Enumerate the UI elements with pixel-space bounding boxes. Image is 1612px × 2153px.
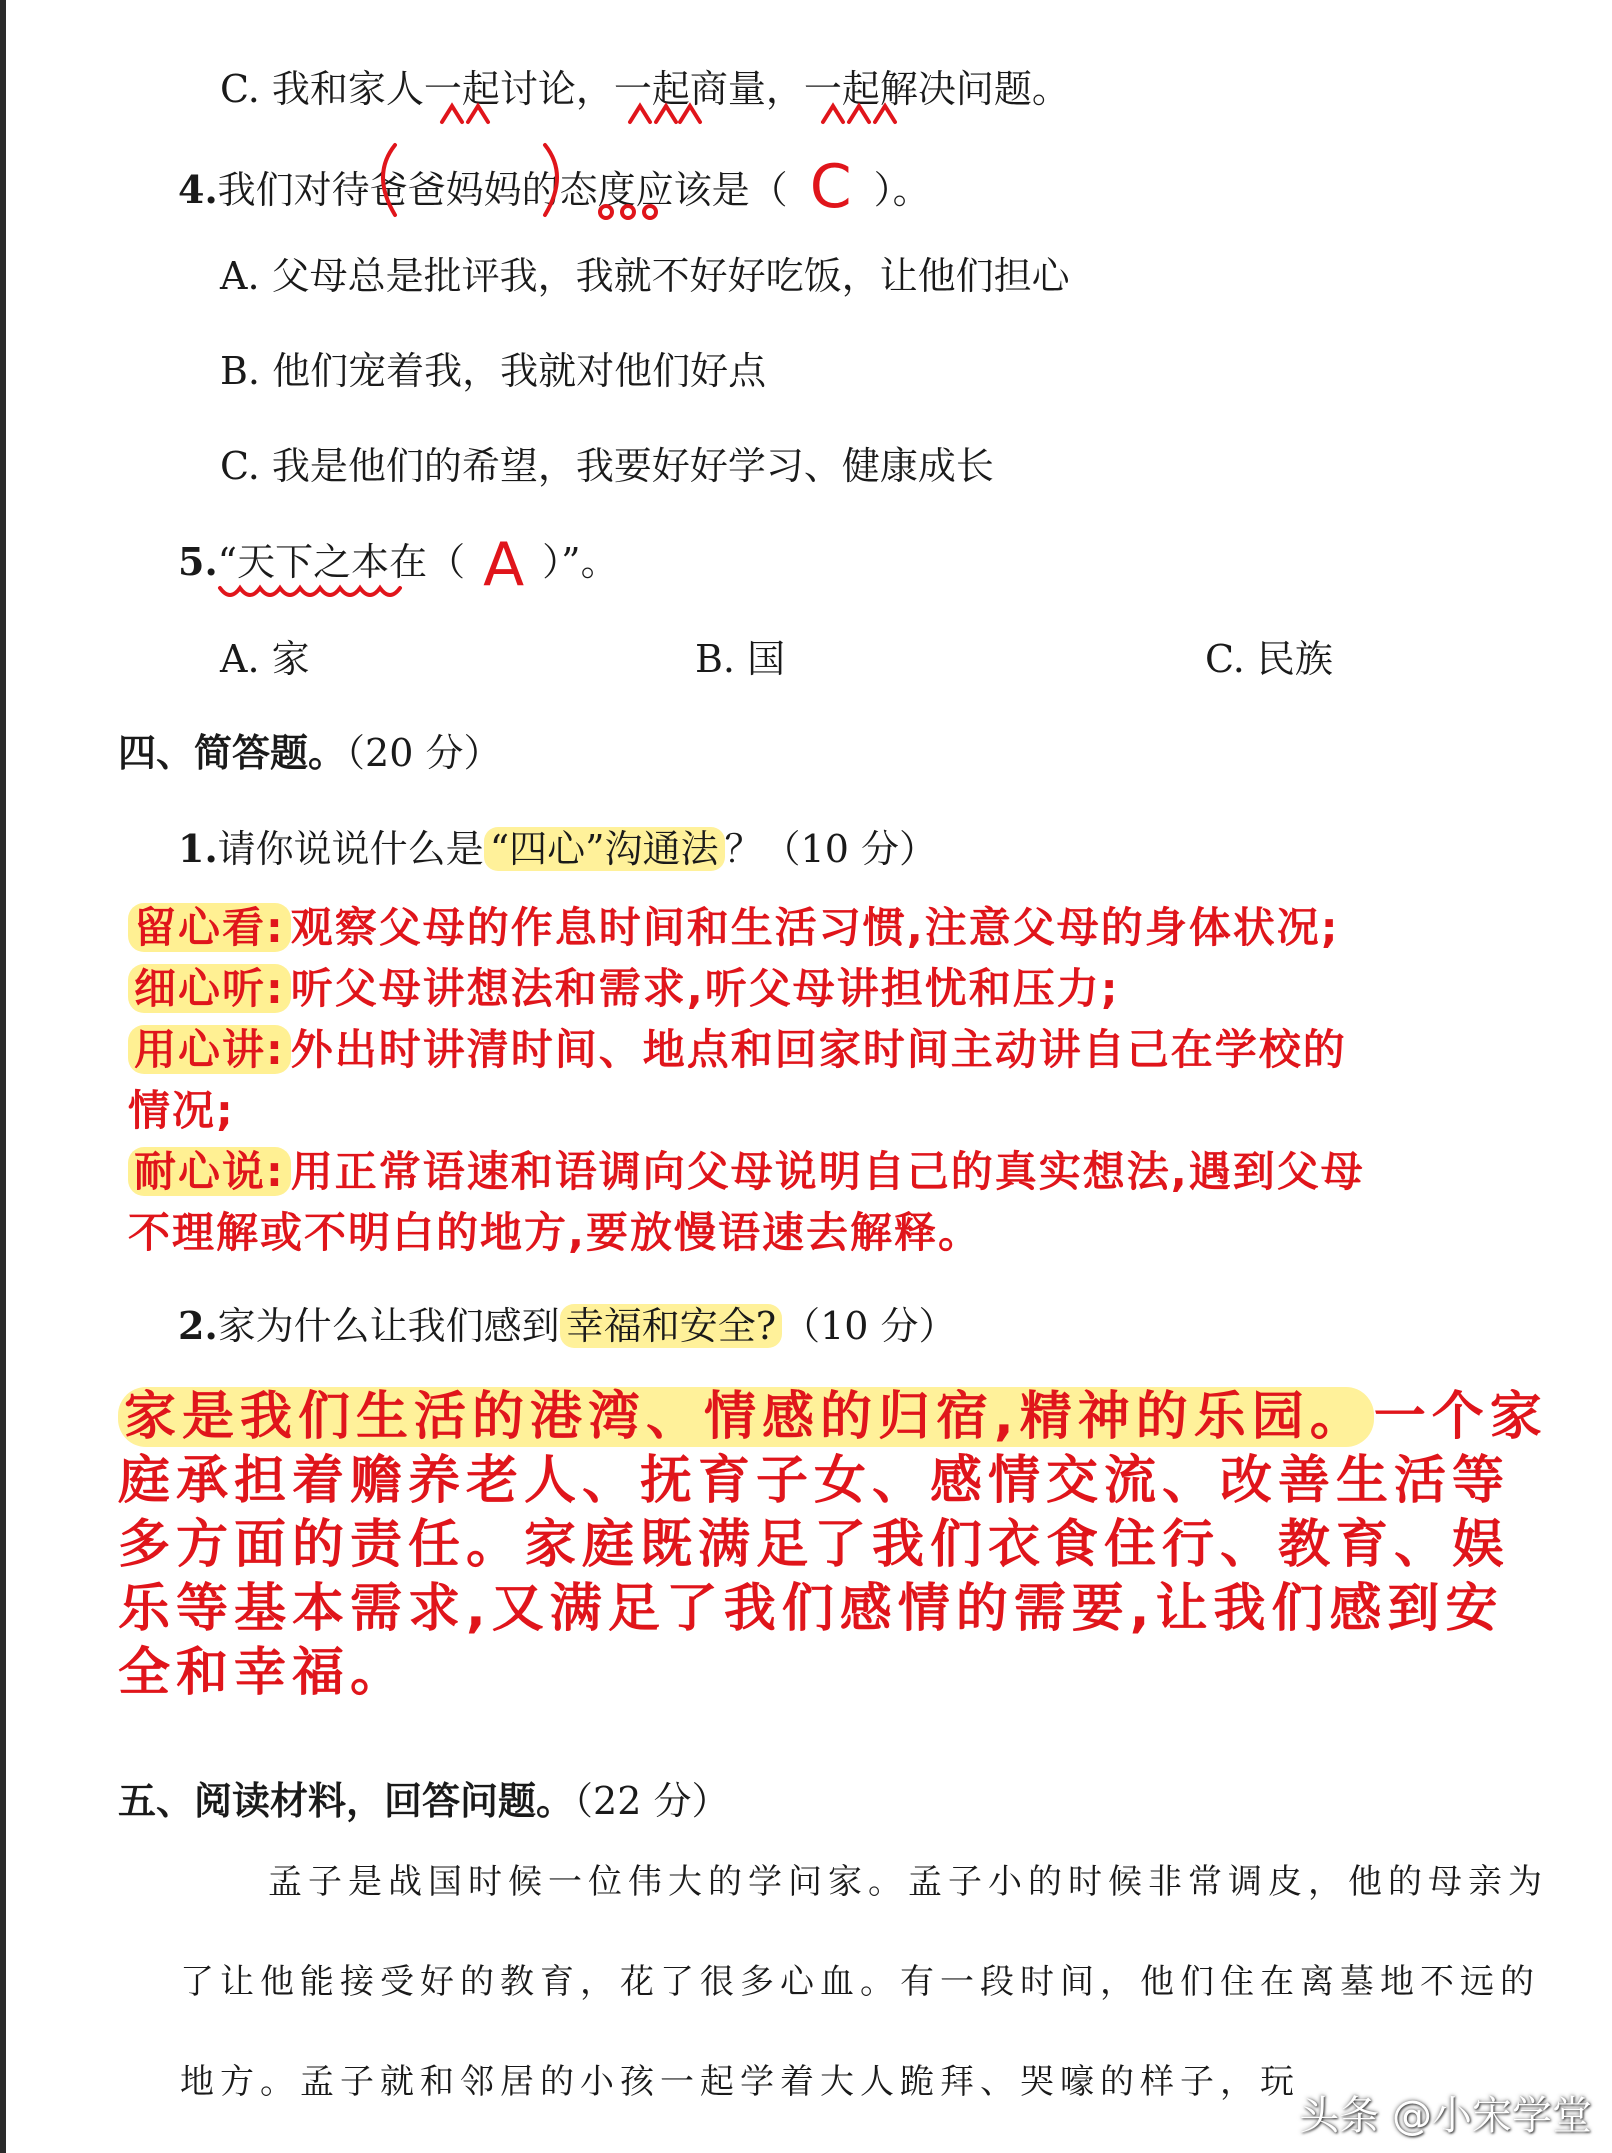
s4-q1-answer-line-2: [128, 956, 1120, 1016]
q4-option-b: B. 他们宠着我，我就对他们好点: [220, 349, 767, 393]
section4-title: 四、简答题。: [118, 730, 347, 775]
q5-number: 5.: [178, 539, 218, 584]
q4-option-a: A. 父母总是批评我，我就不好好吃饭，让他们担心: [220, 254, 1070, 298]
s4-q2-before: 家为什么让我们感到: [217, 1304, 560, 1348]
page-left-edge: [0, 0, 6, 2153]
q4-answer: C: [809, 152, 852, 222]
section5-points: （22 分）: [574, 1779, 730, 1823]
answer-key-yongxin: 用心讲:: [128, 1025, 291, 1074]
q3-option-c: C. 我和家人一起讨论，一起商量，一起解决问题。: [220, 67, 1070, 111]
answer-text: 外出时讲清时间、地点和回家时间主动讲自己在学校的: [290, 1025, 1347, 1074]
answer-key-liuxin: 留心看:: [128, 903, 291, 952]
s4-q1-stem: [178, 818, 937, 873]
s4-q2-answer-rest: 一个家庭承担着赡养老人、抚育子女、感情交流、改善生活等多方面的责任。家庭既满足了我们衣食住行、教育、娱乐等基本需求,又满足了我们感情的需要,让我们感到安全和幸福。: [118, 1387, 1548, 1703]
section5-title: 五、阅读材料，回答问题。: [118, 1778, 575, 1823]
section5-passage: 孟子是战国时候一位伟大的学问家。孟子小的时候非常调皮，他的母亲为了让他能接受好的教育，花了很多心血。有一段时间，他们住在离墓地不远的地方。孟子就和邻居的小孩一起学着大人跪拜、哭嚎的样子，玩: [180, 1862, 1548, 2102]
q4-stem-after: ）。: [873, 168, 931, 212]
answer-text: 不理解或不明白的地方,要放慢语速去解释。: [128, 1208, 982, 1257]
q4-stem-before: 我们对待爸爸妈妈的态度应该是（: [217, 168, 788, 212]
s4-q2-after: （10 分）: [782, 1304, 957, 1348]
s4-q1-highlight: “四心”沟通法: [484, 827, 725, 871]
s4-q1-answer-line-4: [128, 1078, 235, 1138]
answer-text: 听父母讲想法和需求,听父母讲担忧和压力;: [290, 964, 1120, 1013]
s4-q2-highlight: 幸福和安全?: [560, 1304, 782, 1348]
q5-stem: [178, 530, 619, 600]
s4-q1-number: 1.: [178, 826, 218, 871]
q5-option-c: C. 民族: [1205, 637, 1333, 681]
q5-stem-after: ）”。: [542, 540, 619, 584]
q5-option-b: B. 国: [695, 637, 786, 681]
s4-q1-answer-line-5: [128, 1139, 1365, 1199]
answer-key-xixin: 细心听:: [128, 964, 291, 1013]
section4-points: （20 分）: [346, 731, 502, 775]
section5-heading: [118, 1770, 729, 1825]
section4-heading: [118, 722, 501, 777]
answer-key-naixin: 耐心说:: [128, 1147, 291, 1196]
watermark: 头条 @小宋学堂: [1299, 2093, 1592, 2139]
answer-text: 用正常语速和语调向父母说明自己的真实想法,遇到父母: [290, 1147, 1365, 1196]
q4-number: 4.: [178, 167, 218, 212]
s4-q1-before: 请你说说什么是: [217, 827, 484, 871]
s4-q2-answer-highlight: 家是我们生活的港湾、情感的归宿,精神的乐园。: [118, 1387, 1374, 1447]
s4-q1-answer-line-6: [128, 1200, 982, 1260]
q4-stem: [178, 152, 931, 222]
q5-answer: A: [483, 530, 525, 600]
q4-option-c: C. 我是他们的希望，我要好好学习、健康成长: [220, 444, 994, 488]
s4-q1-answer-line-1: [128, 895, 1340, 955]
s4-q2-answer: [118, 1385, 1558, 1705]
answer-text: 情况;: [128, 1086, 235, 1135]
s4-q2-number: 2.: [178, 1303, 218, 1348]
q5-stem-before: “天下之本在（: [217, 540, 466, 584]
s4-q1-after: ？（10 分）: [724, 827, 937, 871]
q5-option-a: A. 家: [220, 637, 310, 681]
answer-text: 观察父母的作息时间和生活习惯,注意父母的身体状况;: [290, 903, 1340, 952]
s4-q2-stem: [178, 1295, 957, 1350]
s4-q1-answer-line-3: [128, 1017, 1347, 1077]
